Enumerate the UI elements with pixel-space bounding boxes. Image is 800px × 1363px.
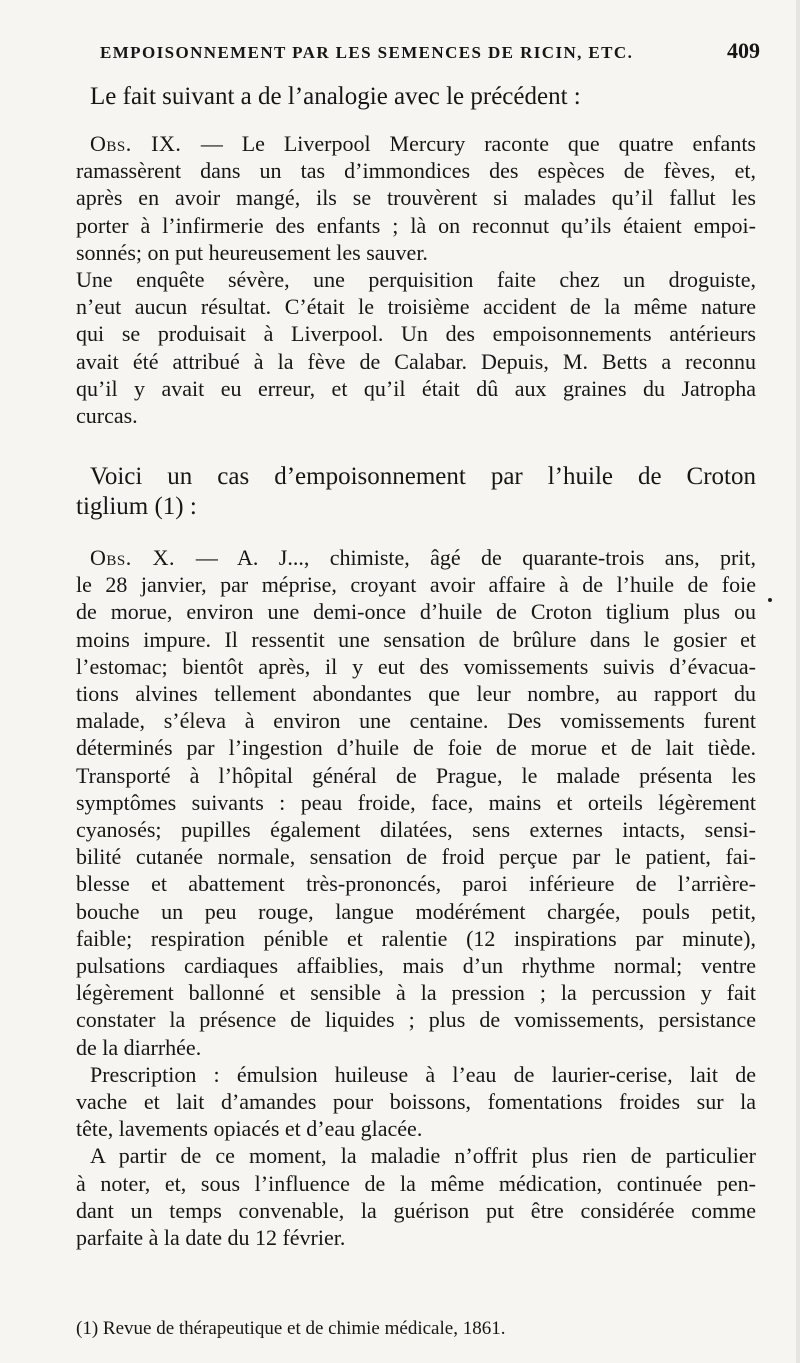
text-line: cyanosés; pupilles également dilatées, sens externes intacts, sensi- (76, 817, 756, 843)
text-line: Prescription : émulsion huileuse à l’eau de laurier-cerise, lait de (90, 1061, 756, 1087)
text-line: constater la présence de liquides ; plus de vomissements, persistance (76, 1007, 756, 1033)
text-line: l’estomac; bientôt après, il y eut des vomissements suivis d’évacua- (76, 653, 756, 679)
text-line: qui se produisait à Liverpool. Un des empoisonnements antérieurs (76, 321, 756, 347)
text-line: après en avoir mangé, ils se trouvèrent si malades qu’il fallut les (76, 185, 756, 211)
text-line: dant un temps convenable, la guérison put être considérée comme (76, 1197, 756, 1223)
text-line: Transporté à l’hôpital général de Prague, le malade présenta les (76, 762, 756, 788)
text-line: tiglium (1) : (76, 493, 197, 520)
text-line: bilité cutanée normale, sensation de froid perçue par le patient, fai- (76, 844, 756, 870)
text-line: A partir de ce moment, la maladie n’offrit plus rien de particulier (90, 1143, 756, 1169)
observation-label: Obs. IX. (90, 131, 201, 156)
text-line: vache et lait d’amandes pour boissons, fomentations froides sur la (76, 1089, 756, 1115)
text-line: de morue, environ une demi-once d’huile de Croton tiglium plus ou (76, 599, 756, 625)
text-line: symptômes suivants : peau froide, face, mains et orteils légèrement (76, 789, 756, 815)
page-number: 409 (727, 38, 760, 63)
text-line: Obs. X. — A. J..., chimiste, âgé de quarante-trois ans, prit, (90, 545, 756, 570)
text-line: Voici un cas d’empoisonnement par l’huile de Croton (90, 463, 756, 490)
text-line: malade, s’éleva à environ une centaine. Des vomissements furent (76, 708, 756, 734)
text-line: tête, lavements opiacés et d’eau glacée. (76, 1116, 423, 1142)
text-line: déterminés par l’ingestion d’huile de foie de morue et de lait tiède. (76, 735, 756, 761)
running-header (100, 38, 760, 64)
text-line: blesse et abattement très-prononcés, paroi inférieure de l’arrière- (76, 871, 756, 897)
text-line: tions alvines tellement abondantes que leur nombre, au rapport du (76, 681, 756, 707)
text-line: de la diarrhée. (76, 1034, 202, 1060)
intro-sentence-1 (76, 82, 756, 112)
text-line: sonnés; on put heureusement les sauver. (76, 239, 428, 265)
text-line: pulsations cardiaques affaiblies, mais d’un rhythme normal; ventre (76, 953, 756, 979)
text-line: moins impure. Il ressentit une sensation de brûlure dans le gosier et (76, 626, 756, 652)
text-line: le 28 janvier, par méprise, croyant avoir affaire à de l’huile de foie (76, 572, 756, 598)
text-line: n’eut aucun résultat. C’était le troisième accident de la même nature (76, 294, 756, 320)
text-line: curcas. (76, 403, 138, 429)
text-line: Une enquête sévère, une perquisition faite chez un droguiste, (76, 267, 756, 293)
text-line: à noter, et, sous l’influence de la même médication, continuée pen- (76, 1170, 756, 1196)
text-line: porter à l’infirmerie des enfants ; là on reconnut qu’ils étaient empoi- (76, 212, 756, 238)
text-line: qu’il y avait eu erreur, et qu’il était dû aux graines du Jatropha (76, 375, 756, 401)
observation-label: Obs. X. (90, 545, 196, 570)
footnote (76, 1318, 756, 1340)
text-line: parfaite à la date du 12 février. (76, 1225, 346, 1251)
text-line: légèrement ballonné et sensible à la pression ; la percussion y fait (76, 980, 756, 1006)
text-line: avait été attribué à la fève de Calabar. Depuis, M. Betts a reconnu (76, 348, 756, 374)
intro1-line: Le fait suivant a de l’analogie avec le précédent : (90, 83, 581, 110)
text-line: bouche un peu rouge, langue modérément chargée, pouls petit, (76, 898, 756, 924)
footnote-text: (1) Revue de thérapeutique et de chimie médicale, 1861. (76, 1318, 506, 1339)
running-title: EMPOISONNEMENT PAR LES SEMENCES DE RICIN, ETC. (100, 43, 634, 62)
observation-9 (76, 130, 756, 429)
text-line: faible; respiration pénible et ralentie (12 inspirations par minute), (76, 925, 756, 951)
text-line: ramassèrent dans un tas d’immondices des espèces de fèves, et, (76, 158, 756, 184)
text-line: Obs. IX. — Le Liverpool Mercury raconte que quatre enfants (90, 131, 756, 156)
observation-10 (76, 544, 756, 1251)
intro-sentence-2 (76, 462, 756, 522)
